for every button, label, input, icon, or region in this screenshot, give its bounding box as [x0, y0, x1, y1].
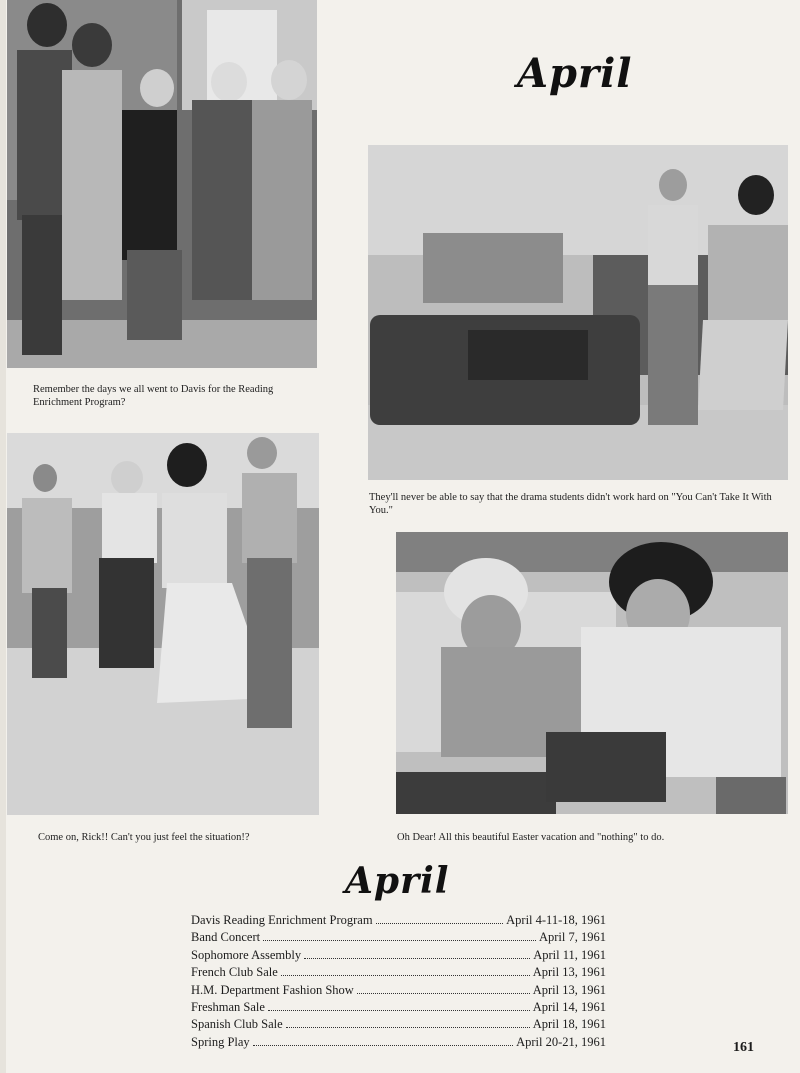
leader-dots — [304, 958, 530, 959]
photo-drama-stage — [368, 145, 788, 480]
calendar-date: April 13, 1961 — [532, 982, 606, 997]
leader-dots — [268, 1010, 530, 1011]
page-number: 161 — [733, 1040, 754, 1055]
calendar-event: Spring Play — [191, 1034, 250, 1049]
calendar-date: April 7, 1961 — [538, 930, 606, 945]
calendar-row — [191, 912, 606, 929]
photo-rehearsal — [7, 433, 319, 815]
calendar-event: Spanish Club Sale — [191, 1017, 283, 1032]
students-at-door-image — [7, 0, 317, 368]
leader-dots — [376, 923, 504, 924]
caption-rehearsal: Come on, Rick!! Can't you just feel the situation!? — [38, 832, 250, 843]
calendar-date: April 20-21, 1961 — [516, 1034, 606, 1049]
drama-stage-image — [368, 145, 788, 480]
calendar-date: April 4-11-18, 1961 — [506, 913, 606, 927]
caption-drama-stage: They'll never be able to say that the drama students didn't work hard on "You Can't Take It With You." — [369, 492, 772, 516]
caption-easter-vacation: Oh Dear! All this beautiful Easter vacation and "nothing" to do. — [397, 832, 665, 843]
calendar-date: April 13, 1961 — [532, 965, 606, 980]
calendar-row — [191, 964, 606, 981]
calendar-date: April 18, 1961 — [532, 1017, 606, 1032]
photo-easter-vacation — [396, 532, 788, 814]
page-binding-edge — [0, 0, 6, 1073]
calendar-row — [191, 1016, 606, 1033]
calendar-row — [191, 982, 606, 999]
page-title-april: April — [517, 50, 633, 97]
calendar-event: Davis Reading Enrichment Program — [191, 913, 373, 927]
calendar-event: Sophomore Assembly — [191, 947, 302, 962]
rehearsal-image — [7, 433, 319, 815]
easter-vacation-image — [396, 532, 788, 814]
leader-dots — [263, 940, 536, 941]
photo-students-at-door — [7, 0, 317, 368]
leader-dots — [286, 1027, 530, 1028]
calendar-event: H.M. Department Fashion Show — [191, 982, 354, 997]
calendar-row — [191, 1034, 606, 1051]
calendar-title-april: April — [345, 860, 450, 902]
leader-dots — [357, 993, 530, 994]
caption-students-at-door: Remember the days we all went to Davis for the Reading Enrichment Program? — [33, 384, 274, 408]
calendar-row — [191, 947, 606, 964]
calendar-row — [191, 929, 606, 946]
calendar-event: Freshman Sale — [191, 999, 265, 1014]
leader-dots — [281, 975, 530, 976]
calendar-event: French Club Sale — [191, 965, 278, 980]
calendar-date: April 14, 1961 — [532, 999, 606, 1014]
events-calendar — [191, 912, 606, 1051]
calendar-row — [191, 999, 606, 1016]
leader-dots — [253, 1045, 513, 1046]
calendar-event: Band Concert — [191, 930, 261, 945]
calendar-date: April 11, 1961 — [533, 947, 606, 962]
